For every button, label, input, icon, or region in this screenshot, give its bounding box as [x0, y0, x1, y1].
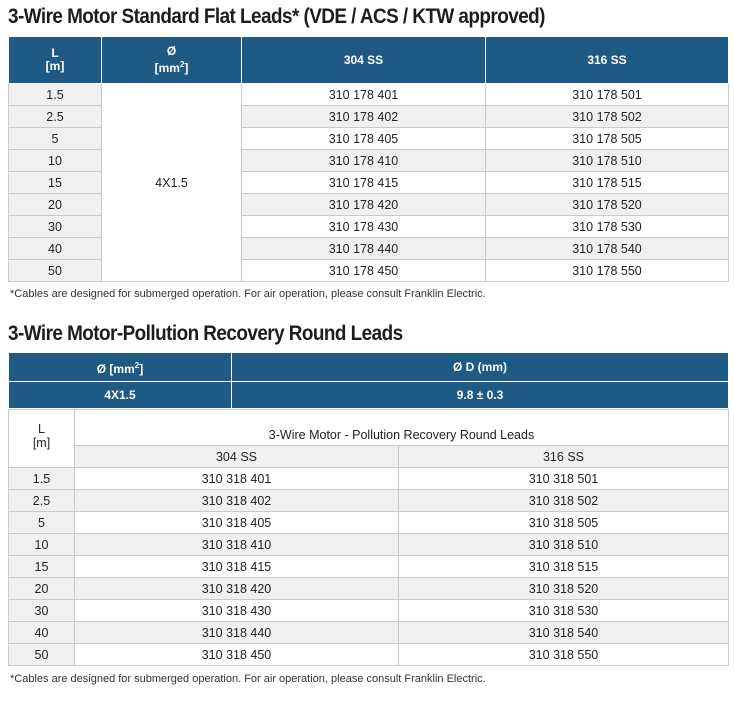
- length-header-label: L: [38, 422, 45, 436]
- table-cell-length: 10: [9, 150, 102, 172]
- table-cell-304: 310 178 450: [242, 260, 486, 282]
- table-cell-304: 310 178 440: [242, 238, 486, 260]
- table-cell-length: 40: [9, 622, 75, 644]
- table-cell-length: 50: [9, 644, 75, 666]
- diameter-header-label: Ø: [166, 44, 177, 58]
- table-cell-length: 5: [9, 512, 75, 534]
- table-cell-316: 310 318 510: [399, 534, 729, 556]
- table-cell-316: 310 178 501: [486, 84, 729, 106]
- spec-outer-diameter-header: Ø D (mm): [232, 353, 729, 382]
- table-cell-316: 310 318 505: [399, 512, 729, 534]
- ss304-header: 304 SS: [242, 37, 486, 84]
- length-header-unit: [m]: [45, 59, 65, 73]
- table-cell-length: 40: [9, 238, 102, 260]
- diameter-header-unit-close: ]: [184, 61, 189, 75]
- table-cell-316: 310 318 540: [399, 622, 729, 644]
- table-cell-316: 310 318 530: [399, 600, 729, 622]
- table-cell-304: 310 178 401: [242, 84, 486, 106]
- table-cell-length: 50: [9, 260, 102, 282]
- table-cell-length: 30: [9, 600, 75, 622]
- table-cell-304: 310 318 440: [75, 622, 399, 644]
- ss316-header: 316 SS: [486, 37, 729, 84]
- table-cell-316: 310 178 510: [486, 150, 729, 172]
- spec-diameter-header-close: ]: [139, 361, 144, 376]
- table-cell-length: 30: [9, 216, 102, 238]
- table-cell-304: 310 178 420: [242, 194, 486, 216]
- length-header-unit: [m]: [32, 436, 51, 450]
- spec-diameter-value: 4X1.5: [9, 382, 232, 409]
- table-cell-316: 310 318 502: [399, 490, 729, 512]
- spec-outer-diameter-value: 9.8 ± 0.3: [232, 382, 729, 409]
- table-cell-304: 310 178 402: [242, 106, 486, 128]
- section2-footnote: *Cables are designed for submerged operation. For air operation, please consult Franklin Electric.: [10, 673, 486, 685]
- table-cell-length: 15: [9, 172, 102, 194]
- table-cell-304: 310 318 402: [75, 490, 399, 512]
- table-cell-316: 310 178 520: [486, 194, 729, 216]
- table-cell-304: 310 178 415: [242, 172, 486, 194]
- table-cell-304: 310 178 405: [242, 128, 486, 150]
- table-cell-304: 310 318 420: [75, 578, 399, 600]
- table-cell-304: 310 318 405: [75, 512, 399, 534]
- table-cell-length: 2.5: [9, 106, 102, 128]
- table-cell-length: 1.5: [9, 84, 102, 106]
- table-cell-316: 310 318 520: [399, 578, 729, 600]
- cable-size-cell: 4X1.5: [102, 84, 242, 282]
- round-leads-table: [8, 409, 729, 666]
- table-cell-304: 310 318 410: [75, 534, 399, 556]
- table-cell-316: 310 178 540: [486, 238, 729, 260]
- table-cell-length: 1.5: [9, 468, 75, 490]
- length-header-label: L: [51, 46, 59, 60]
- ss316-header: 316 SS: [399, 446, 729, 468]
- table-cell-length: 20: [9, 194, 102, 216]
- spec-diameter-header-label: Ø [mm: [96, 361, 135, 376]
- section1-footnote: *Cables are designed for submerged operation. For air operation, please consult Franklin Electric.: [10, 288, 486, 300]
- table-cell-length: 2.5: [9, 490, 75, 512]
- diameter-header-unit-sup: 2: [179, 60, 185, 69]
- table-cell-316: 310 178 550: [486, 260, 729, 282]
- spec-diameter-header-sup: 2: [134, 360, 140, 370]
- flat-leads-table: [8, 36, 729, 282]
- table-cell-316: 310 318 501: [399, 468, 729, 490]
- table-cell-304: 310 178 430: [242, 216, 486, 238]
- table-cell-length: 5: [9, 128, 102, 150]
- table-cell-304: 310 178 410: [242, 150, 486, 172]
- round-leads-spec-table: [8, 352, 729, 409]
- ss304-header: 304 SS: [75, 446, 399, 468]
- table-cell-316: 310 178 505: [486, 128, 729, 150]
- section1-title: 3-Wire Motor Standard Flat Leads* (VDE / ACS / KTW approved): [8, 5, 545, 28]
- table-cell-316: 310 178 515: [486, 172, 729, 194]
- table-cell-length: 10: [9, 534, 75, 556]
- table-cell-316: 310 178 530: [486, 216, 729, 238]
- table-cell-304: 310 318 450: [75, 644, 399, 666]
- section2-title: 3-Wire Motor-Pollution Recovery Round Leads: [8, 322, 403, 345]
- spec-diameter-header: [9, 353, 232, 382]
- table-cell-304: 310 318 430: [75, 600, 399, 622]
- length-header: [9, 37, 102, 84]
- group-header: 3-Wire Motor - Pollution Recovery Round Leads: [75, 410, 729, 446]
- table-cell-316: 310 318 515: [399, 556, 729, 578]
- table-cell-304: 310 318 415: [75, 556, 399, 578]
- table-cell-304: 310 318 401: [75, 468, 399, 490]
- table-cell-length: 20: [9, 578, 75, 600]
- table-cell-316: 310 178 502: [486, 106, 729, 128]
- table-cell-316: 310 318 550: [399, 644, 729, 666]
- diameter-header-unit: [mm: [154, 61, 180, 75]
- diameter-header: [102, 37, 242, 84]
- table-cell-length: 15: [9, 556, 75, 578]
- length-header: [9, 410, 75, 468]
